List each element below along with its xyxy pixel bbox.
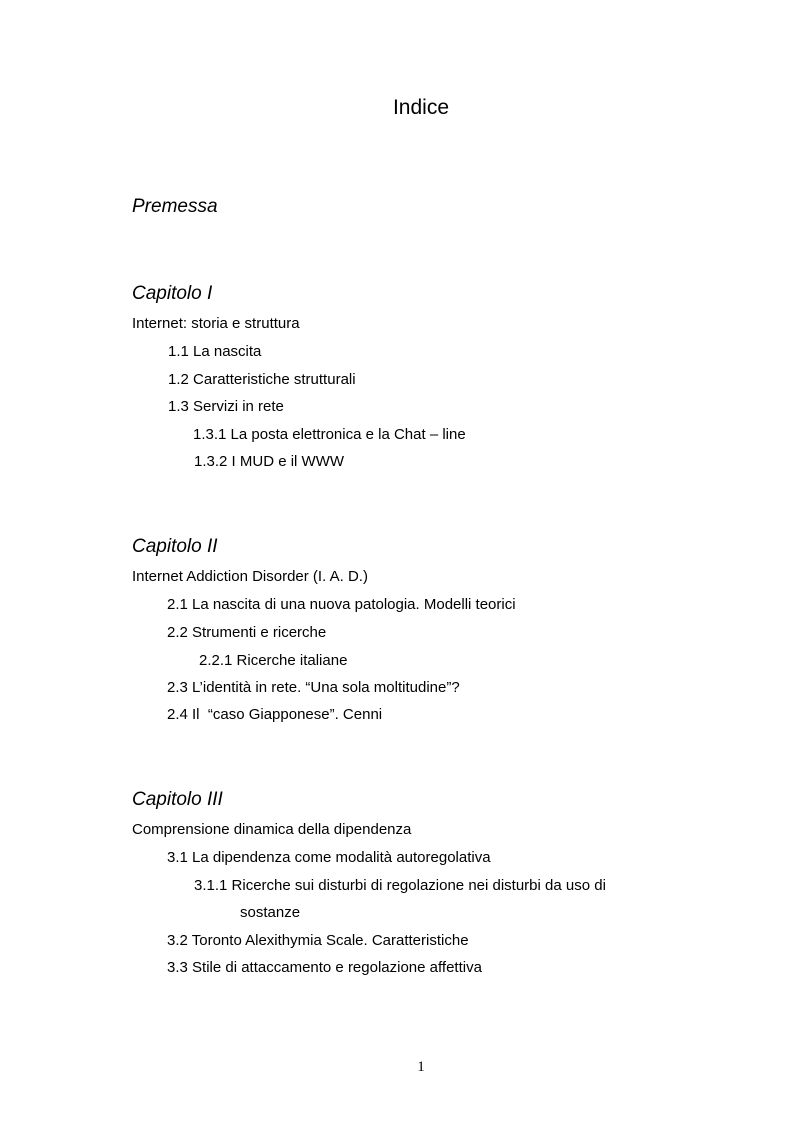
chapter-heading-3: Capitolo III: [132, 789, 223, 810]
chapter-subtitle-1: Internet: storia e struttura: [132, 315, 300, 332]
toc-entry-1-1: 1.1 La nascita: [168, 343, 262, 360]
toc-entry-2-2-1: 2.2.1 Ricerche italiane: [199, 652, 348, 669]
toc-entry-1-3-1: 1.3.1 La posta elettronica e la Chat – line: [193, 426, 466, 443]
chapter-heading-1: Capitolo I: [132, 283, 213, 304]
chapter-subtitle-3: Comprensione dinamica della dipendenza: [132, 821, 412, 838]
toc-entry-2-2: 2.2 Strumenti e ricerche: [167, 624, 327, 641]
chapter-heading-2: Capitolo II: [132, 536, 218, 557]
section-heading-premessa: Premessa: [132, 196, 218, 217]
toc-entry-3-1-1: 3.1.1 Ricerche sui disturbi di regolazione nei disturbi da uso di: [194, 877, 606, 894]
toc-entry-1-3: 1.3 Servizi in rete: [168, 398, 284, 415]
toc-entry-3-1-1-continued: sostanze: [240, 904, 301, 921]
toc-entry-2-1: 2.1 La nascita di una nuova patologia. Modelli teorici: [167, 596, 516, 613]
toc-entry-3-1: 3.1 La dipendenza come modalità autoregolativa: [167, 849, 491, 866]
toc-entry-1-3-2: 1.3.2 I MUD e il WWW: [194, 453, 345, 470]
chapter-subtitle-2: Internet Addiction Disorder (I. A. D.): [132, 568, 368, 585]
page-number: 1: [417, 1059, 425, 1075]
toc-entry-1-2: 1.2 Caratteristiche strutturali: [168, 371, 356, 388]
toc-entry-3-2: 3.2 Toronto Alexithymia Scale. Caratteristiche: [167, 932, 469, 949]
toc-entry-2-4: 2.4 Il “caso Giapponese”. Cenni: [167, 706, 383, 723]
toc-entry-2-3: 2.3 L’identità in rete. “Una sola moltitudine”?: [167, 679, 460, 696]
toc-entry-3-3: 3.3 Stile di attaccamento e regolazione affettiva: [167, 959, 482, 976]
page-title: Indice: [392, 96, 450, 119]
